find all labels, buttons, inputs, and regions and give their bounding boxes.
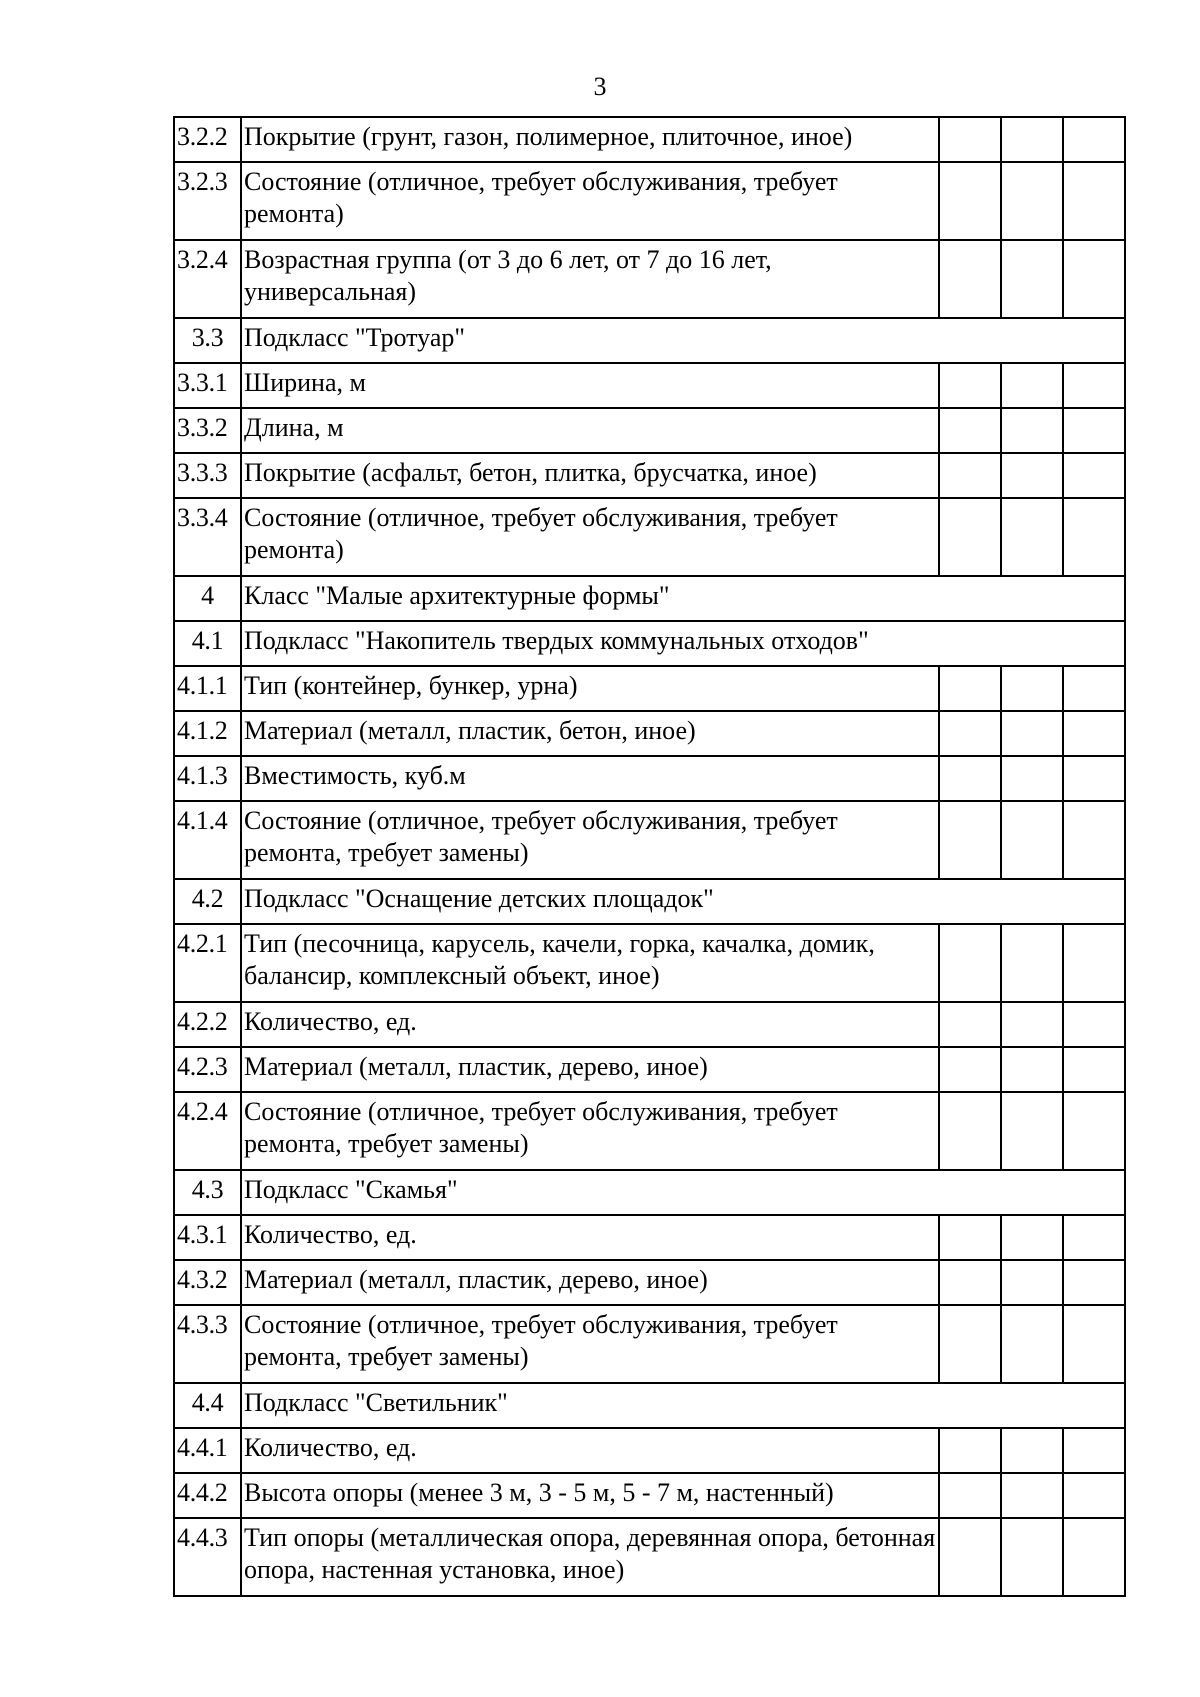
section-title: Подкласс "Накопитель твердых коммунальных отходов" [241,621,1125,666]
row-description: Количество, ед. [241,1002,939,1047]
blank-cell [1001,1305,1063,1383]
row-number: 3.3.4 [174,498,241,576]
table-row [174,1518,1125,1596]
row-number: 4.3 [174,1170,241,1215]
blank-cell [1063,240,1125,318]
section-title: Класс "Малые архитектурные формы" [241,576,1125,621]
blank-cell [1001,711,1063,756]
row-number: 3.2.2 [174,117,241,162]
blank-cell [1063,408,1125,453]
table-row [174,408,1125,453]
blank-cell [1001,1260,1063,1305]
row-number: 4.1 [174,621,241,666]
table-row [174,498,1125,576]
section-title: Подкласс "Оснащение детских площадок" [241,879,1125,924]
blank-cell [1063,666,1125,711]
blank-cell [939,756,1001,801]
table-row [174,1092,1125,1170]
blank-cell [1063,453,1125,498]
section-row [174,879,1125,924]
blank-cell [1063,1305,1125,1383]
row-number: 4.2.2 [174,1002,241,1047]
blank-cell [939,240,1001,318]
table-row [174,1002,1125,1047]
blank-cell [1001,924,1063,1002]
table-row [174,924,1125,1002]
row-number: 4.4 [174,1383,241,1428]
blank-cell [939,1518,1001,1596]
blank-cell [1001,1047,1063,1092]
blank-cell [1001,666,1063,711]
row-number: 4.2 [174,879,241,924]
row-number: 4.3.1 [174,1215,241,1260]
section-row [174,621,1125,666]
blank-cell [939,498,1001,576]
table-row [174,117,1125,162]
row-description: Длина, м [241,408,939,453]
blank-cell [939,453,1001,498]
table-row [174,801,1125,879]
row-number: 4.3.2 [174,1260,241,1305]
row-number: 4.4.1 [174,1428,241,1473]
row-description: Тип (песочница, карусель, качели, горка, качалка, домик, балансир, комплексный объект, иное) [241,924,939,1002]
row-number: 4.4.3 [174,1518,241,1596]
row-number: 4.1.1 [174,666,241,711]
row-description: Состояние (отличное, требует обслуживания, требует ремонта) [241,162,939,240]
blank-cell [939,408,1001,453]
row-description: Ширина, м [241,363,939,408]
blank-cell [1001,1518,1063,1596]
blank-cell [1001,801,1063,879]
blank-cell [1063,498,1125,576]
row-number: 4.2.1 [174,924,241,1002]
blank-cell [939,801,1001,879]
blank-cell [1063,1002,1125,1047]
row-number: 3.2.4 [174,240,241,318]
blank-cell [939,1215,1001,1260]
table-row [174,1260,1125,1305]
blank-cell [1063,1518,1125,1596]
blank-cell [939,117,1001,162]
row-description: Покрытие (грунт, газон, полимерное, плиточное, иное) [241,117,939,162]
blank-cell [939,1473,1001,1518]
blank-cell [1063,756,1125,801]
row-description: Количество, ед. [241,1428,939,1473]
blank-cell [939,1428,1001,1473]
blank-cell [1063,1473,1125,1518]
blank-cell [1063,801,1125,879]
blank-cell [1063,711,1125,756]
blank-cell [939,1047,1001,1092]
row-description: Состояние (отличное, требует обслуживания, требует ремонта, требует замены) [241,1305,939,1383]
section-title: Подкласс "Тротуар" [241,318,1125,363]
blank-cell [1063,1428,1125,1473]
blank-cell [939,363,1001,408]
blank-cell [939,1092,1001,1170]
row-description: Высота опоры (менее 3 м, 3 - 5 м, 5 - 7 м, настенный) [241,1473,939,1518]
row-number: 4.3.3 [174,1305,241,1383]
blank-cell [1001,117,1063,162]
blank-cell [1063,162,1125,240]
row-description: Вместимость, куб.м [241,756,939,801]
table-row [174,1305,1125,1383]
blank-cell [1063,1260,1125,1305]
row-description: Материал (металл, пластик, дерево, иное) [241,1047,939,1092]
blank-cell [1001,408,1063,453]
blank-cell [1063,924,1125,1002]
blank-cell [1001,1428,1063,1473]
blank-cell [1001,1215,1063,1260]
blank-cell [1001,1092,1063,1170]
blank-cell [1001,162,1063,240]
table-row [174,711,1125,756]
row-description: Тип (контейнер, бункер, урна) [241,666,939,711]
blank-cell [1001,240,1063,318]
page-number: 3 [593,72,607,101]
row-number: 3.3.1 [174,363,241,408]
row-number: 3.2.3 [174,162,241,240]
blank-cell [939,924,1001,1002]
row-description: Состояние (отличное, требует обслуживания, требует ремонта, требует замены) [241,801,939,879]
table-row [174,240,1125,318]
blank-cell [939,1305,1001,1383]
row-number: 4.2.3 [174,1047,241,1092]
blank-cell [1063,1215,1125,1260]
row-number: 3.3 [174,318,241,363]
row-number: 4.2.4 [174,1092,241,1170]
blank-cell [1063,363,1125,408]
table-row [174,1473,1125,1518]
row-number: 4.4.2 [174,1473,241,1518]
blank-cell [1001,756,1063,801]
blank-cell [1063,1092,1125,1170]
section-row [174,318,1125,363]
table-row [174,453,1125,498]
row-description: Состояние (отличное, требует обслуживания, требует ремонта, требует замены) [241,1092,939,1170]
row-description: Материал (металл, пластик, дерево, иное) [241,1260,939,1305]
blank-cell [939,711,1001,756]
blank-cell [1063,1047,1125,1092]
row-description: Тип опоры (металлическая опора, деревянная опора, бетонная опора, настенная установка, иное) [241,1518,939,1596]
table-row [174,162,1125,240]
row-description: Состояние (отличное, требует обслуживания, требует ремонта) [241,498,939,576]
section-row [174,576,1125,621]
row-number: 4.1.4 [174,801,241,879]
row-number: 3.3.2 [174,408,241,453]
blank-cell [1001,498,1063,576]
blank-cell [939,162,1001,240]
section-row [174,1170,1125,1215]
blank-cell [939,666,1001,711]
blank-cell [1001,363,1063,408]
table-row [174,666,1125,711]
attributes-table [173,116,1126,1597]
row-number: 3.3.3 [174,453,241,498]
blank-cell [1063,117,1125,162]
row-number: 4.1.2 [174,711,241,756]
row-description: Возрастная группа (от 3 до 6 лет, от 7 до 16 лет, универсальная) [241,240,939,318]
row-number: 4 [174,576,241,621]
row-description: Покрытие (асфальт, бетон, плитка, брусчатка, иное) [241,453,939,498]
section-title: Подкласс "Светильник" [241,1383,1125,1428]
table-row [174,1428,1125,1473]
table-body [174,117,1125,1596]
table-row [174,1047,1125,1092]
row-description: Материал (металл, пластик, бетон, иное) [241,711,939,756]
blank-cell [939,1002,1001,1047]
table-row [174,1215,1125,1260]
row-number: 4.1.3 [174,756,241,801]
table-row [174,363,1125,408]
blank-cell [939,1260,1001,1305]
row-description: Количество, ед. [241,1215,939,1260]
blank-cell [1001,453,1063,498]
blank-cell [1001,1002,1063,1047]
blank-cell [1001,1473,1063,1518]
table-row [174,756,1125,801]
section-row [174,1383,1125,1428]
section-title: Подкласс "Скамья" [241,1170,1125,1215]
